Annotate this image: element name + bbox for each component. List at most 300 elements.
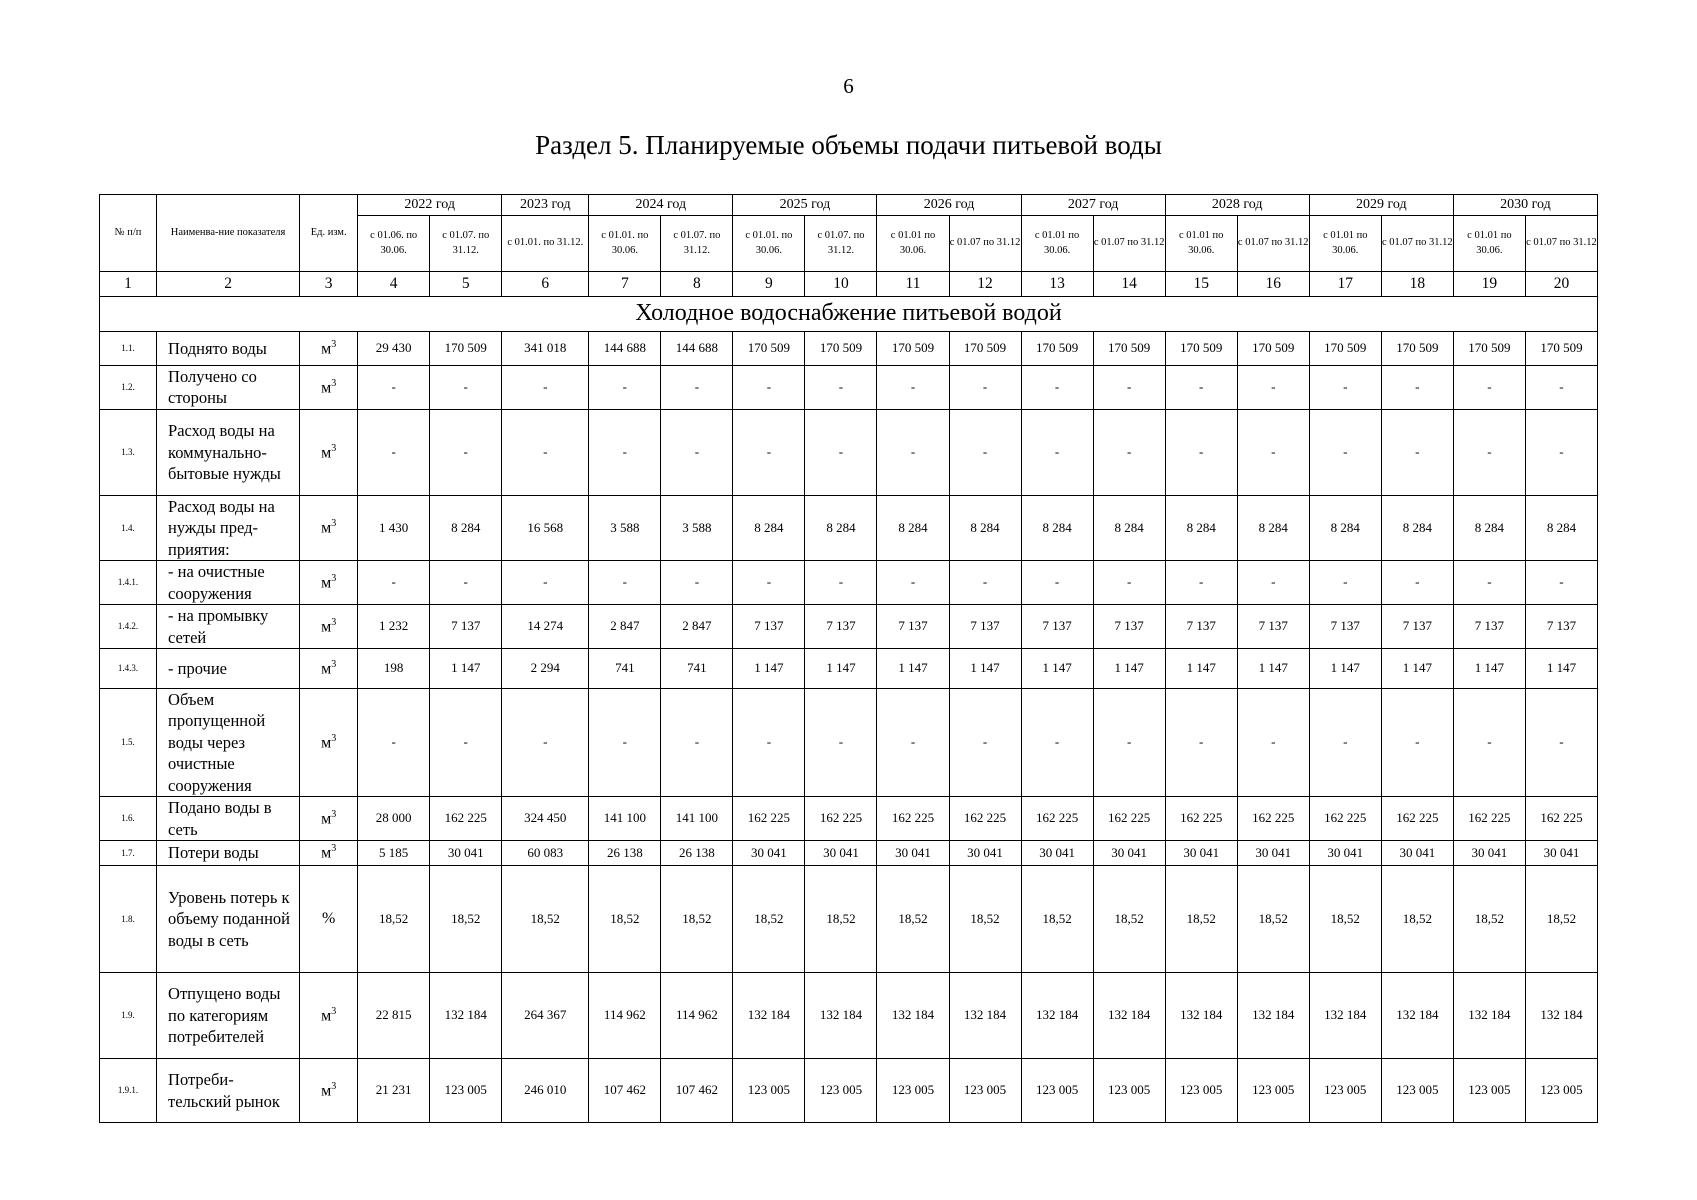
table-cell: -	[430, 409, 502, 495]
row-number: 1.5.	[100, 688, 157, 796]
unit-superscript: 3	[331, 732, 337, 744]
table-cell: -	[949, 561, 1021, 605]
table-cell: 29 430	[358, 332, 430, 366]
table-cell: 162 225	[805, 797, 877, 841]
table-row	[100, 1059, 1598, 1123]
year-header: 2025 год	[733, 195, 877, 216]
table-cell: 30 041	[1237, 841, 1309, 866]
row-unit	[300, 409, 358, 495]
table-cell: 132 184	[1453, 973, 1525, 1059]
table-cell: 18,52	[589, 866, 661, 973]
table-cell: 30 041	[430, 841, 502, 866]
table-cell: 8 284	[1309, 495, 1381, 560]
table-cell: 132 184	[733, 973, 805, 1059]
table-cell: -	[1525, 688, 1597, 796]
table-row	[100, 866, 1598, 973]
period-header: с 01.01. по 30.06.	[589, 216, 661, 272]
table-cell: 741	[589, 648, 661, 688]
table-cell: 30 041	[1381, 841, 1453, 866]
table-cell: -	[1237, 688, 1309, 796]
table-cell: -	[502, 366, 589, 410]
table-cell: -	[805, 688, 877, 796]
row-unit	[300, 973, 358, 1059]
row-unit	[300, 605, 358, 649]
water-supply-table	[99, 194, 1598, 1123]
column-number: 11	[877, 272, 949, 297]
table-row	[100, 605, 1598, 649]
column-number: 1	[100, 272, 157, 297]
table-cell: -	[1381, 688, 1453, 796]
row-number: 1.2.	[100, 366, 157, 410]
table-cell: 1 147	[1165, 648, 1237, 688]
table-cell: -	[430, 688, 502, 796]
table-cell: 123 005	[1453, 1059, 1525, 1123]
row-name: Подано воды в сеть	[157, 797, 300, 841]
table-cell: -	[1093, 688, 1165, 796]
table-cell: -	[733, 688, 805, 796]
row-number: 1.4.3.	[100, 648, 157, 688]
table-cell: 21 231	[358, 1059, 430, 1123]
row-number: 1.9.1.	[100, 1059, 157, 1123]
column-number: 17	[1309, 272, 1381, 297]
header-num: № п/п	[100, 195, 157, 272]
table-cell: 8 284	[877, 495, 949, 560]
column-number: 15	[1165, 272, 1237, 297]
table-cell: 7 137	[1021, 605, 1093, 649]
period-header: с 01.07 по 31.12	[1237, 216, 1309, 272]
table-row	[100, 332, 1598, 366]
column-number: 4	[358, 272, 430, 297]
table-cell: 107 462	[589, 1059, 661, 1123]
row-unit	[300, 797, 358, 841]
table-cell: 162 225	[1381, 797, 1453, 841]
table-cell: -	[949, 409, 1021, 495]
table-cell: 170 509	[430, 332, 502, 366]
table-cell: 8 284	[805, 495, 877, 560]
header-name: Наименва-ние показателя	[157, 195, 300, 272]
table-cell: 8 284	[1237, 495, 1309, 560]
table-cell: 18,52	[1381, 866, 1453, 973]
row-unit	[300, 648, 358, 688]
table-cell: -	[1453, 409, 1525, 495]
row-name: - на промывку сетей	[157, 605, 300, 649]
period-header: с 01.07. по 31.12.	[430, 216, 502, 272]
period-header: с 01.07 по 31.12	[1525, 216, 1597, 272]
year-header: 2027 год	[1021, 195, 1165, 216]
row-number: 1.4.	[100, 495, 157, 560]
unit-base: м	[321, 617, 332, 635]
table-cell: 132 184	[430, 973, 502, 1059]
page-title: Раздел 5. Планируемые объемы подачи питьевой воды	[535, 130, 1162, 160]
table-cell: 30 041	[1165, 841, 1237, 866]
row-name: Расход воды на нужды пред-приятия:	[157, 495, 300, 560]
column-number: 6	[502, 272, 589, 297]
row-name: - прочие	[157, 648, 300, 688]
unit-base: м	[321, 659, 332, 677]
table-cell: 162 225	[949, 797, 1021, 841]
row-unit	[300, 366, 358, 410]
table-cell: 1 147	[1021, 648, 1093, 688]
table-cell: 18,52	[1309, 866, 1381, 973]
table-cell: 141 100	[589, 797, 661, 841]
table-cell: 8 284	[949, 495, 1021, 560]
table-row	[100, 973, 1598, 1059]
period-header: с 01.01. по 31.12.	[502, 216, 589, 272]
period-header: с 01.01 по 30.06.	[1309, 216, 1381, 272]
table-cell: 26 138	[589, 841, 661, 866]
table-cell: 30 041	[805, 841, 877, 866]
table-cell: 162 225	[1237, 797, 1309, 841]
table-cell: -	[1453, 561, 1525, 605]
table-cell: -	[502, 409, 589, 495]
table-cell: 123 005	[1525, 1059, 1597, 1123]
table-cell: 132 184	[1093, 973, 1165, 1059]
row-name: Потери воды	[157, 841, 300, 866]
table-cell: 123 005	[949, 1059, 1021, 1123]
table-cell: 8 284	[1093, 495, 1165, 560]
row-name: Уровень потерь к объему поданной воды в сеть	[157, 866, 300, 973]
table-cell: -	[877, 561, 949, 605]
table-cell: 198	[358, 648, 430, 688]
table-cell: 5 185	[358, 841, 430, 866]
table-cell: 170 509	[1525, 332, 1597, 366]
unit-base: м	[321, 734, 332, 751]
row-name: Получено со стороны	[157, 366, 300, 410]
table-row	[100, 688, 1598, 796]
unit-base: м	[321, 378, 332, 396]
column-number: 8	[661, 272, 733, 297]
table-cell: 1 147	[1381, 648, 1453, 688]
table-cell: -	[589, 409, 661, 495]
table-cell: 7 137	[430, 605, 502, 649]
table-cell: -	[661, 366, 733, 410]
table-cell: 170 509	[1453, 332, 1525, 366]
table-cell: 18,52	[1237, 866, 1309, 973]
row-number: 1.7.	[100, 841, 157, 866]
table-cell: 170 509	[949, 332, 1021, 366]
year-header: 2023 год	[502, 195, 589, 216]
table-cell: -	[805, 366, 877, 410]
table-cell: -	[805, 409, 877, 495]
table-cell: 7 137	[949, 605, 1021, 649]
table-cell: 170 509	[1381, 332, 1453, 366]
table-cell: -	[589, 366, 661, 410]
table-cell: 8 284	[1381, 495, 1453, 560]
table-cell: -	[589, 561, 661, 605]
table-cell: 162 225	[1309, 797, 1381, 841]
year-header: 2029 год	[1309, 195, 1453, 216]
table-cell: 132 184	[1381, 973, 1453, 1059]
table-cell: -	[1165, 688, 1237, 796]
table-cell: -	[1165, 366, 1237, 410]
unit-base: м	[321, 519, 332, 537]
table-cell: 2 847	[589, 605, 661, 649]
table-cell: 18,52	[949, 866, 1021, 973]
unit-superscript: 3	[331, 616, 337, 628]
table-cell: 7 137	[1165, 605, 1237, 649]
period-header: с 01.07. по 31.12.	[661, 216, 733, 272]
unit-base: м	[321, 574, 332, 592]
row-name: Объем пропущенной воды через очистные сооружения	[157, 688, 300, 796]
table-cell: 30 041	[733, 841, 805, 866]
table-cell: 16 568	[502, 495, 589, 560]
column-number: 20	[1525, 272, 1597, 297]
year-header: 2022 год	[358, 195, 502, 216]
table-cell: 3 588	[589, 495, 661, 560]
table-row	[100, 366, 1598, 410]
table-cell: 7 137	[1525, 605, 1597, 649]
table-cell: -	[1093, 409, 1165, 495]
table-cell: 8 284	[1525, 495, 1597, 560]
table-cell: -	[1237, 409, 1309, 495]
table-cell: 18,52	[1165, 866, 1237, 973]
unit-superscript: 3	[331, 1005, 337, 1017]
table-cell: -	[1237, 561, 1309, 605]
row-unit	[300, 495, 358, 560]
table-cell: -	[502, 688, 589, 796]
table-row	[100, 495, 1598, 560]
table-cell: -	[1381, 366, 1453, 410]
column-number: 13	[1021, 272, 1093, 297]
table-cell: 18,52	[1525, 866, 1597, 973]
unit-base: м	[321, 844, 332, 862]
table-row	[100, 561, 1598, 605]
table-row	[100, 409, 1598, 495]
table-cell: 18,52	[1093, 866, 1165, 973]
table-cell: 7 137	[1453, 605, 1525, 649]
column-number: 12	[949, 272, 1021, 297]
column-number: 10	[805, 272, 877, 297]
table-cell: 18,52	[805, 866, 877, 973]
table-cell: -	[1381, 409, 1453, 495]
table-cell: -	[1021, 366, 1093, 410]
table-cell: -	[1525, 366, 1597, 410]
period-header: с 01.01 по 30.06.	[1453, 216, 1525, 272]
table-cell: -	[733, 409, 805, 495]
period-header: с 01.07 по 31.12	[949, 216, 1021, 272]
column-number: 2	[157, 272, 300, 297]
table-cell: 30 041	[949, 841, 1021, 866]
table-cell: 123 005	[805, 1059, 877, 1123]
table-cell: 132 184	[1165, 973, 1237, 1059]
column-number: 7	[589, 272, 661, 297]
table-cell: 123 005	[1165, 1059, 1237, 1123]
column-number: 14	[1093, 272, 1165, 297]
unit-base: м	[321, 339, 332, 357]
table-cell: 8 284	[430, 495, 502, 560]
table-cell: 114 962	[661, 973, 733, 1059]
row-number: 1.4.2.	[100, 605, 157, 649]
table-cell: 341 018	[502, 332, 589, 366]
table-cell: -	[877, 366, 949, 410]
table-cell: 1 147	[1309, 648, 1381, 688]
period-header: с 01.01 по 30.06.	[1021, 216, 1093, 272]
table-cell: -	[430, 561, 502, 605]
period-header: с 01.01. по 30.06.	[733, 216, 805, 272]
table-cell: 2 294	[502, 648, 589, 688]
table-cell: 30 041	[1093, 841, 1165, 866]
table-cell: 7 137	[733, 605, 805, 649]
table-cell: 162 225	[1021, 797, 1093, 841]
page-number: 6	[843, 74, 854, 98]
table-cell: 30 041	[1525, 841, 1597, 866]
unit-superscript: 3	[331, 808, 337, 820]
unit-base: м	[321, 1081, 332, 1099]
table-cell: 170 509	[877, 332, 949, 366]
table-cell: 162 225	[1165, 797, 1237, 841]
unit-base: м	[321, 443, 332, 461]
table-cell: 18,52	[358, 866, 430, 973]
table-cell: 1 147	[430, 648, 502, 688]
unit-base: %	[321, 909, 336, 927]
row-number: 1.4.1.	[100, 561, 157, 605]
row-unit	[300, 841, 358, 866]
table-cell: -	[1525, 561, 1597, 605]
table-cell: 7 137	[1381, 605, 1453, 649]
table-cell: -	[661, 688, 733, 796]
table-cell: 7 137	[1093, 605, 1165, 649]
unit-superscript: 3	[331, 377, 337, 389]
unit-superscript: 3	[331, 1080, 337, 1092]
table-cell: -	[1021, 409, 1093, 495]
table-cell: -	[1453, 688, 1525, 796]
table-cell: 30 041	[877, 841, 949, 866]
period-header: с 01.01 по 30.06.	[877, 216, 949, 272]
table-cell: -	[1309, 366, 1381, 410]
column-number: 19	[1453, 272, 1525, 297]
row-unit	[300, 332, 358, 366]
table-cell: 132 184	[805, 973, 877, 1059]
unit-superscript: 3	[331, 843, 337, 855]
table-cell: 26 138	[661, 841, 733, 866]
table-cell: 246 010	[502, 1059, 589, 1123]
column-number: 16	[1237, 272, 1309, 297]
table-cell: -	[661, 409, 733, 495]
table-cell: 132 184	[1237, 973, 1309, 1059]
table-cell: 7 137	[877, 605, 949, 649]
table-cell: -	[1093, 366, 1165, 410]
table-cell: 22 815	[358, 973, 430, 1059]
table-cell: 7 137	[1309, 605, 1381, 649]
table-cell: 123 005	[1021, 1059, 1093, 1123]
table-cell: -	[1165, 409, 1237, 495]
table-cell: 162 225	[1453, 797, 1525, 841]
table-cell: 1 147	[1525, 648, 1597, 688]
table-cell: 162 225	[733, 797, 805, 841]
unit-superscript: 3	[331, 518, 337, 530]
row-unit	[300, 1059, 358, 1123]
table-row	[100, 648, 1598, 688]
table-cell: -	[1309, 409, 1381, 495]
table-cell: 132 184	[1525, 973, 1597, 1059]
unit-base: м	[321, 1006, 332, 1024]
column-number: 18	[1381, 272, 1453, 297]
table-cell: 132 184	[1309, 973, 1381, 1059]
table-cell: 123 005	[877, 1059, 949, 1123]
table-cell: 144 688	[589, 332, 661, 366]
table-cell: -	[358, 561, 430, 605]
unit-superscript: 3	[331, 442, 337, 454]
table-cell: 170 509	[1093, 332, 1165, 366]
column-number: 3	[300, 272, 358, 297]
table-cell: -	[1525, 409, 1597, 495]
table-cell: -	[358, 688, 430, 796]
row-number: 1.8.	[100, 866, 157, 973]
row-number: 1.6.	[100, 797, 157, 841]
year-header: 2026 год	[877, 195, 1021, 216]
table-cell: 170 509	[1309, 332, 1381, 366]
section-title: Холодное водоснабжение питьевой водой	[100, 297, 1598, 332]
period-header: с 01.07 по 31.12	[1381, 216, 1453, 272]
table-cell: 1 147	[949, 648, 1021, 688]
year-header: 2028 год	[1165, 195, 1309, 216]
column-number: 9	[733, 272, 805, 297]
period-header: с 01.06. по 30.06.	[358, 216, 430, 272]
table-cell: 107 462	[661, 1059, 733, 1123]
table-cell: -	[1021, 688, 1093, 796]
table-cell: 123 005	[1237, 1059, 1309, 1123]
table-cell: -	[733, 561, 805, 605]
table-cell: 324 450	[502, 797, 589, 841]
table-cell: 141 100	[661, 797, 733, 841]
table-cell: 170 509	[805, 332, 877, 366]
table-cell: 18,52	[661, 866, 733, 973]
table-cell: 144 688	[661, 332, 733, 366]
row-number: 1.3.	[100, 409, 157, 495]
table-cell: -	[805, 561, 877, 605]
table-cell: 1 232	[358, 605, 430, 649]
table-cell: 30 041	[1309, 841, 1381, 866]
period-header: с 01.01 по 30.06.	[1165, 216, 1237, 272]
table-cell: -	[358, 366, 430, 410]
table-row	[100, 797, 1598, 841]
table-cell: -	[502, 561, 589, 605]
period-header: с 01.07 по 31.12	[1093, 216, 1165, 272]
table-cell: 8 284	[733, 495, 805, 560]
table-cell: 162 225	[1093, 797, 1165, 841]
table-cell: -	[733, 366, 805, 410]
table-cell: 170 509	[1237, 332, 1309, 366]
table-cell: 18,52	[733, 866, 805, 973]
table-cell: 170 509	[733, 332, 805, 366]
table-cell: 1 147	[733, 648, 805, 688]
table-cell: 30 041	[1453, 841, 1525, 866]
table-cell: 2 847	[661, 605, 733, 649]
row-name: Потреби-тельский рынок	[157, 1059, 300, 1123]
table-cell: 8 284	[1165, 495, 1237, 560]
table-cell: 8 284	[1021, 495, 1093, 560]
table-cell: -	[949, 366, 1021, 410]
table-cell: 3 588	[661, 495, 733, 560]
table-cell: -	[1309, 688, 1381, 796]
table-cell: -	[1309, 561, 1381, 605]
table-cell: 162 225	[430, 797, 502, 841]
table-cell: 1 147	[1093, 648, 1165, 688]
table-cell: -	[949, 688, 1021, 796]
table-cell: 123 005	[430, 1059, 502, 1123]
table-cell: 7 137	[1237, 605, 1309, 649]
table-cell: 132 184	[1021, 973, 1093, 1059]
row-name: - на очистные сооружения	[157, 561, 300, 605]
row-unit	[300, 688, 358, 796]
table-cell: 1 430	[358, 495, 430, 560]
table-cell: 132 184	[949, 973, 1021, 1059]
table-cell: 114 962	[589, 973, 661, 1059]
table-cell: -	[1237, 366, 1309, 410]
table-cell: -	[1453, 366, 1525, 410]
table-cell: 123 005	[1309, 1059, 1381, 1123]
table-cell: 170 509	[1021, 332, 1093, 366]
